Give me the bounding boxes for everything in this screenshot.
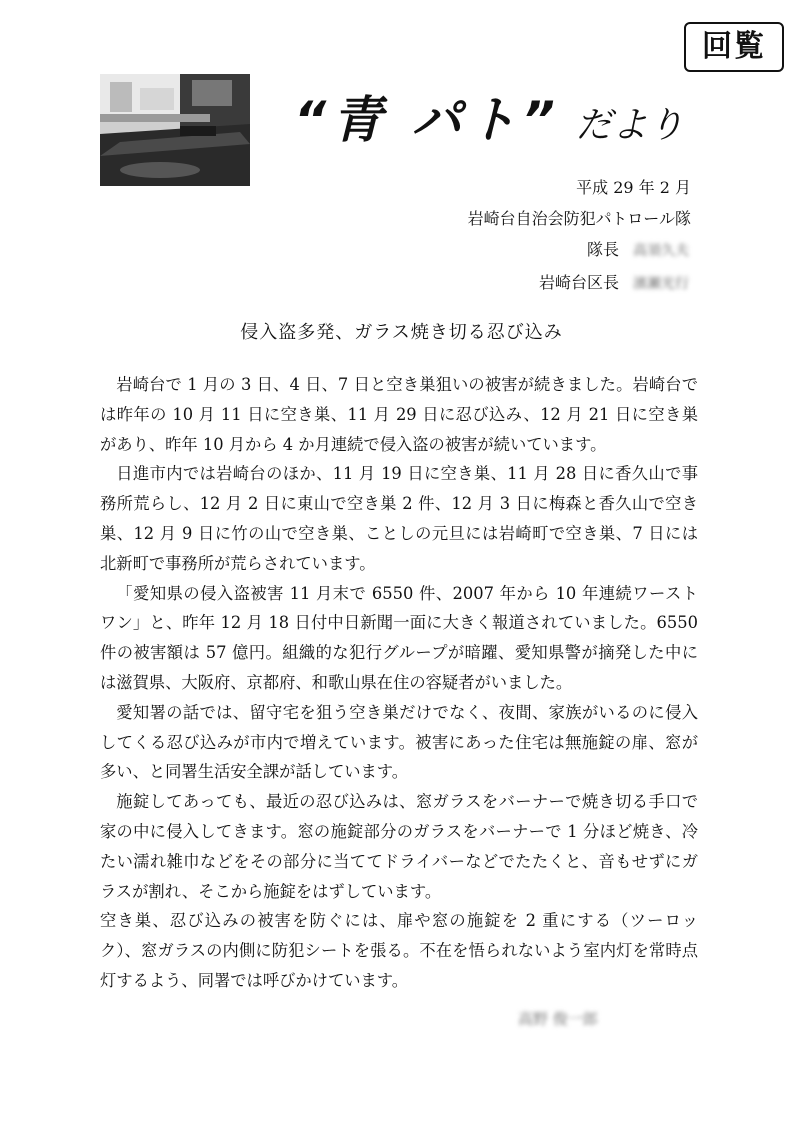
circulation-stamp: 回覧: [684, 22, 784, 72]
masthead-subtitle: だより: [575, 105, 684, 146]
captain-label: 隊長: [586, 240, 619, 259]
paragraph: 「愛知県の侵入盗被害 11 月末で 6550 件、2007 年から 10 年連続ワーストワン」と、昨年 12 月 18 日付中日新聞一面に大きく報道されていました。6550 件の被害額は 57 億円。組織的な犯行グループが暗躍、愛知県警が摘発した中には滋賀県、大阪府、京都府、和歌山県在住の容疑者がいました。: [100, 583, 698, 692]
paragraph: 愛知署の話では、留守宅を狙う空き巣だけでなく、夜間、家族がいるのに侵入してくる忍び込みが市内で増えています。被害にあった住宅は無施錠の扉、窓が多い、と同署生活安全課が話しています。: [100, 702, 698, 782]
district-head-label: 岩崎台区長: [538, 273, 619, 292]
captain-name-blurred: 高須久夫: [633, 243, 689, 259]
patrol-car-illustration: [100, 74, 250, 186]
newsletter-masthead: [294, 80, 684, 150]
paragraph: 日進市内では岩崎台のほか、11 月 19 日に空き巣、11 月 28 日に香久山で事務所荒らし、12 月 2 日に東山で空き巣 2 件、12 月 3 日に梅森と香久山で空き巣、12 月 9 日に竹の山で空き巣、ことしの元旦には岩崎町で空き巣、7 日には北新町で事務所が荒らされています。: [100, 464, 698, 573]
issuer-info: [331, 172, 691, 300]
author-signature-blurred: 高野 俊一郎: [518, 1010, 598, 1028]
paragraph: 岩崎台で 1 月の 3 日、4 日、7 日と空き巣狙いの被害が続きました。岩崎台では昨年の 10 月 11 日に空き巣、11 月 29 日に忍び込み、12 月 21 日に空き巣があり、昨年 10 月から 4 か月連続で侵入盗の被害が続いています。: [100, 375, 698, 454]
captain-row: [331, 234, 691, 267]
paragraph: 施錠してあっても、最近の忍び込みは、窓ガラスをバーナーで焼き切る手口で家の中に侵入してきます。窓の施錠部分のガラスをバーナーで 1 分ほど焼き、冷たい濡れ雑巾などをその部分に当ててドライバーなどでたたくと、音もせずにガラスが割れ、そこから施錠をはずしています。: [100, 792, 698, 901]
masthead-title: “青 パト”: [294, 91, 561, 149]
organization-name: 岩崎台自治会防犯パトロール隊: [467, 209, 691, 228]
issue-date: 平成 29 年 2 月: [576, 178, 691, 197]
article-title: 侵入盗多発、ガラス焼き切る忍び込み: [240, 322, 563, 343]
paragraph: 空き巣、忍び込みの被害を防ぐには、扉や窓の施錠を 2 重にする（ツーロック）、窓ガラスの内側に防犯シートを張る。不在を悟られないよう室内灯を常時点灯するよう、同署では呼びかけています。: [100, 911, 698, 990]
article-body: [100, 370, 698, 996]
district-head-name-blurred: 濱瀬光行: [633, 276, 689, 292]
patrol-car-photo: [100, 74, 250, 186]
district-head-row: [331, 267, 691, 300]
